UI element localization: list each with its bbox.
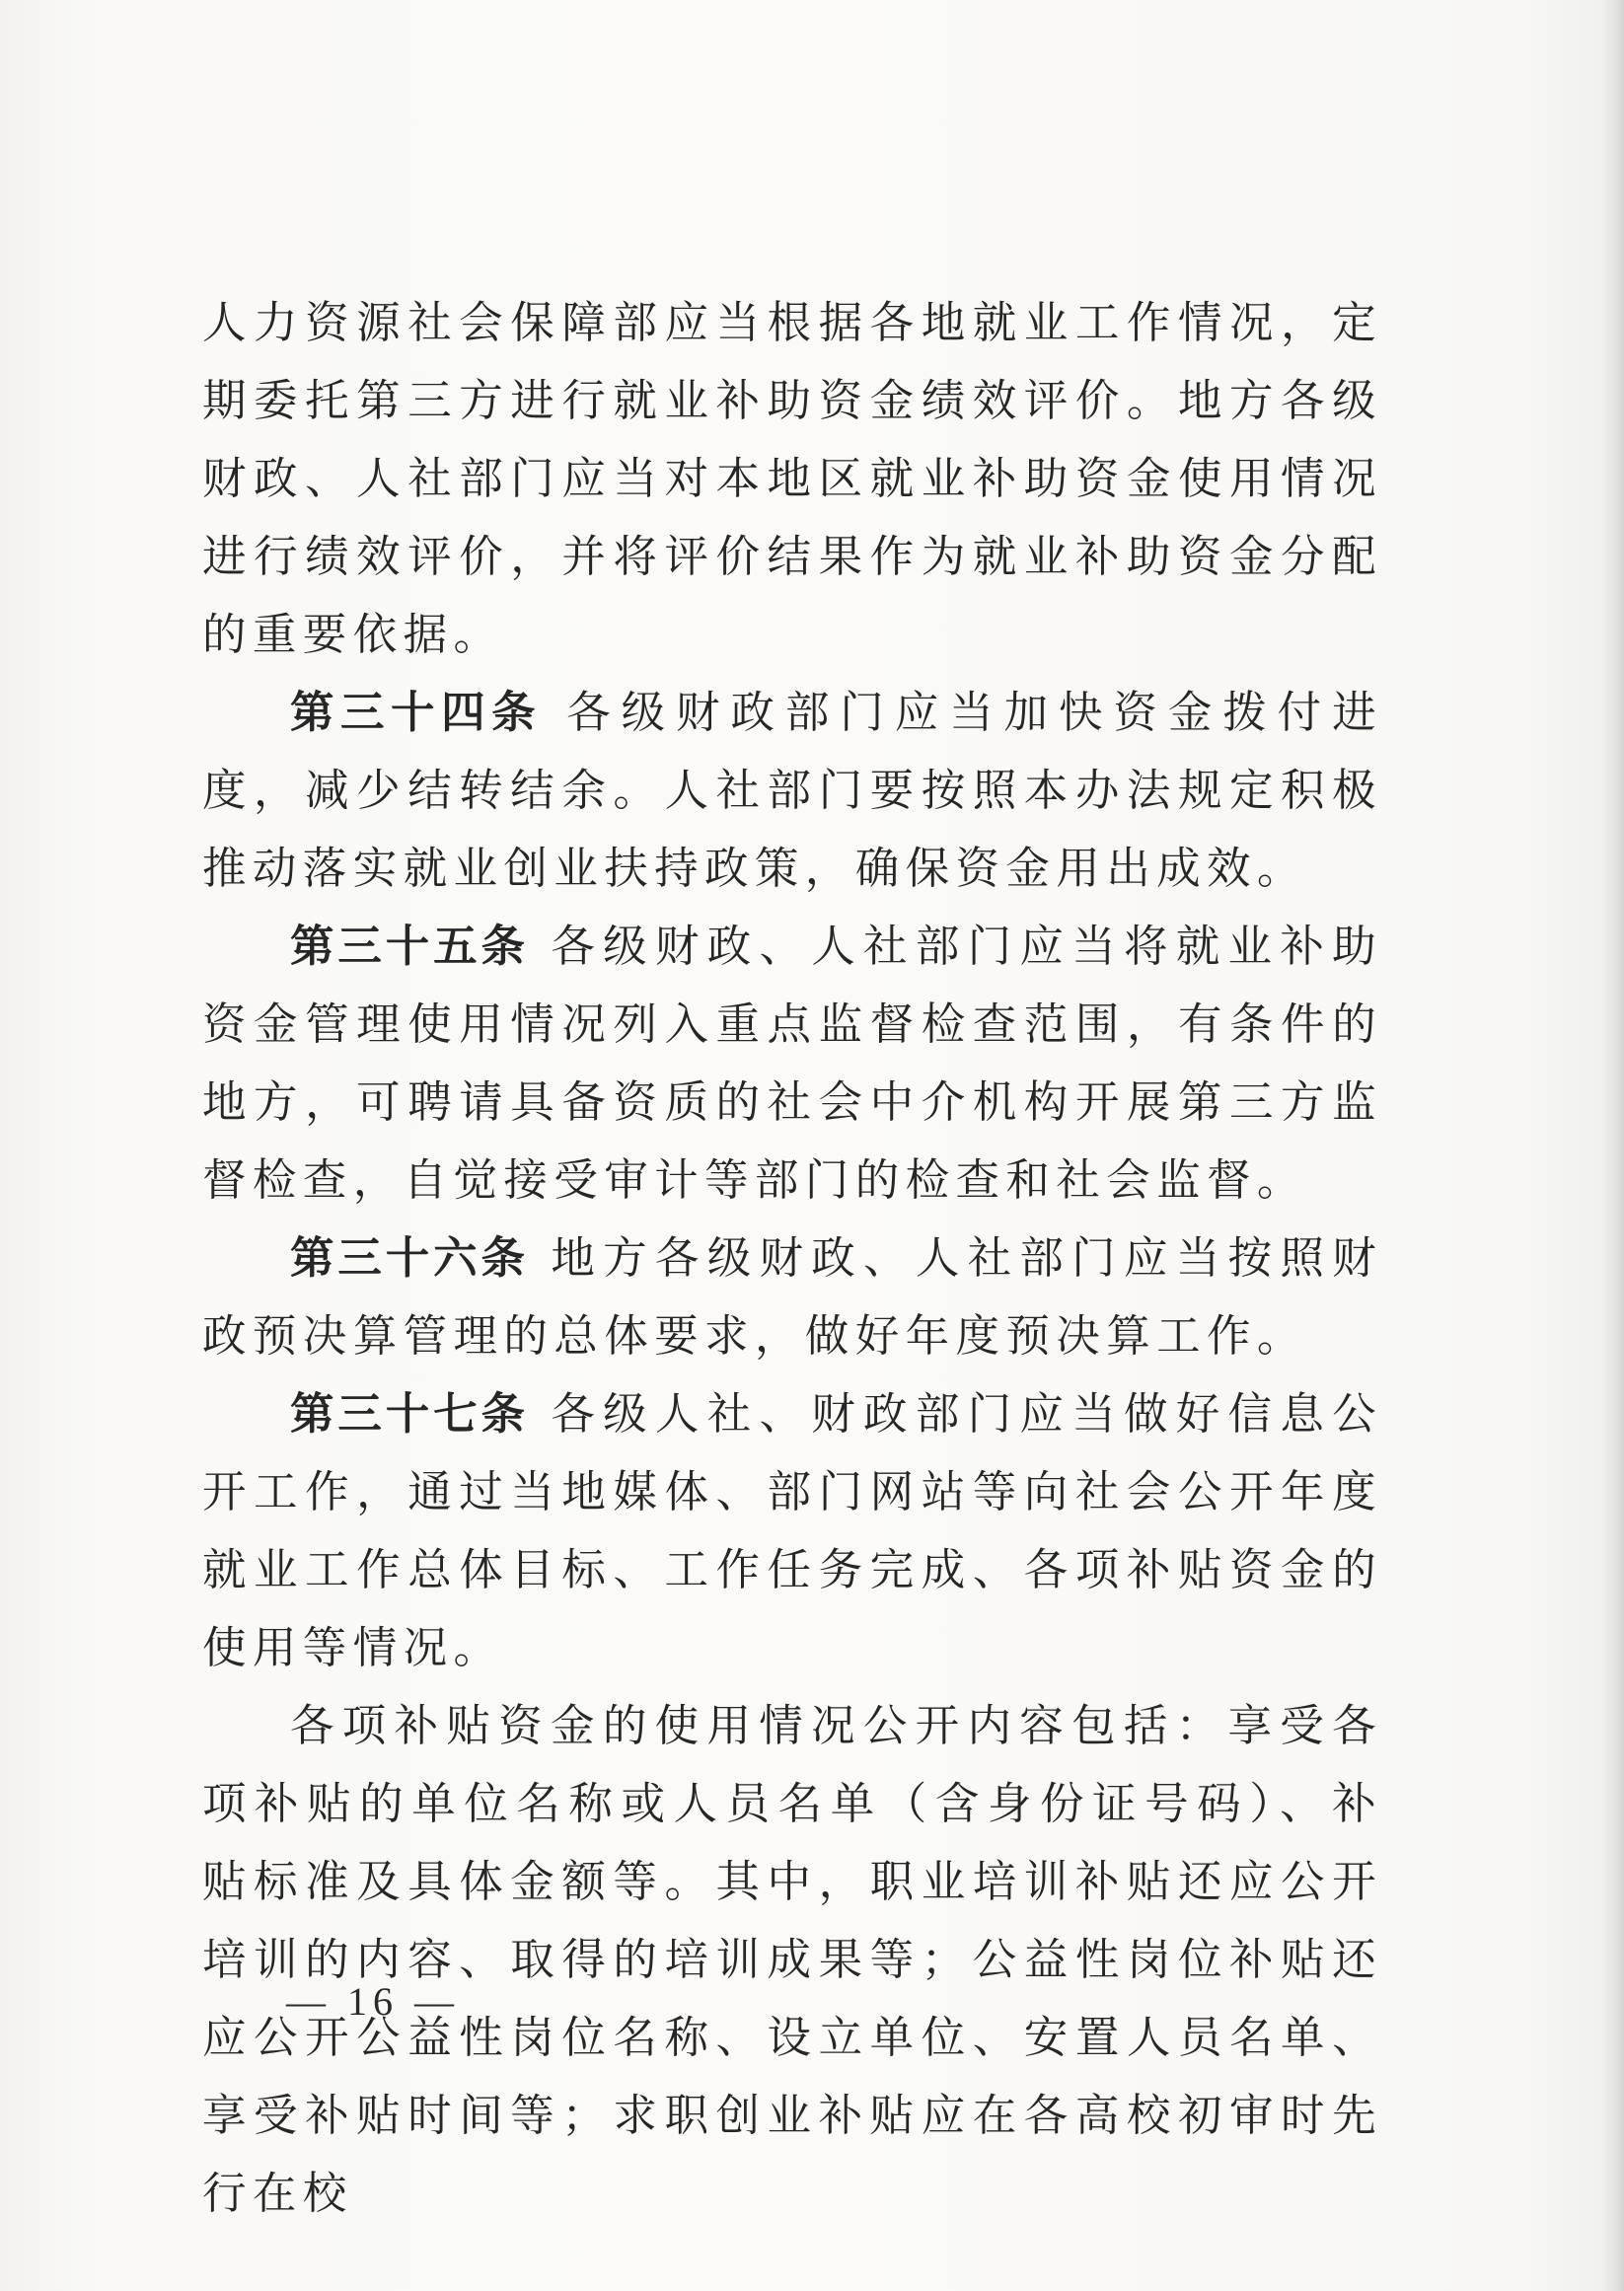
page-number: — 16 — — [286, 1979, 460, 2024]
paragraph-text: 各级财政部门应当加快资金拨付进度，减少结转结余。人社部门要按照本办法规定积极推动落实就业创业扶持政策，确保资金用出成效。 — [202, 688, 1382, 894]
article-title: 第三十七条 — [290, 1389, 529, 1440]
paragraph-article-37 — [202, 1375, 1382, 1687]
article-title: 第三十四条 — [290, 688, 543, 738]
article-title: 第三十五条 — [290, 922, 529, 972]
article-title: 第三十六条 — [290, 1233, 529, 1284]
paragraph-text: 地方各级财政、人社部门应当按照财政预决算管理的总体要求，做好年度预决算工作。 — [202, 1233, 1382, 1362]
document-body — [202, 284, 1382, 2233]
paragraph-continuation — [202, 284, 1382, 674]
paragraph-text: 人力资源社会保障部应当根据各地就业工作情况，定期委托第三方进行就业补助资金绩效评价。地方各级财政、人社部门应当对本地区就业补助资金使用情况进行绩效评价，并将评价结果作为就业补助资金分配的重要依据。 — [202, 298, 1382, 660]
paragraph-text: 各级人社、财政部门应当做好信息公开工作，通过当地媒体、部门网站等向社会公开年度就业工作总体目标、工作任务完成、各项补贴资金的使用等情况。 — [202, 1389, 1382, 1673]
paragraph-text: 各项补贴资金的使用情况公开内容包括：享受各项补贴的单位名称或人员名单（含身份证号码）、补贴标准及具体金额等。其中，职业培训补贴还应公开培训的内容、取得的培训成果等；公益性岗位补贴还应公开公益性岗位名称、设立单位、安置人员名单、享受补贴时间等；求职创业补贴应在各高校初审时先行在校 — [202, 1701, 1382, 2219]
paragraph-article-35 — [202, 908, 1382, 1219]
paragraph-text: 各级财政、人社部门应当将就业补助资金管理使用情况列入重点监督检查范围，有条件的地方，可聘请具备资质的社会中介机构开展第三方监督检查，自觉接受审计等部门的检查和社会监督。 — [202, 922, 1382, 1206]
paragraph-disclosure-content — [202, 1687, 1382, 2233]
paragraph-article-36 — [202, 1219, 1382, 1375]
paragraph-article-34 — [202, 674, 1382, 908]
page-edge-shadow — [1602, 0, 1624, 2291]
